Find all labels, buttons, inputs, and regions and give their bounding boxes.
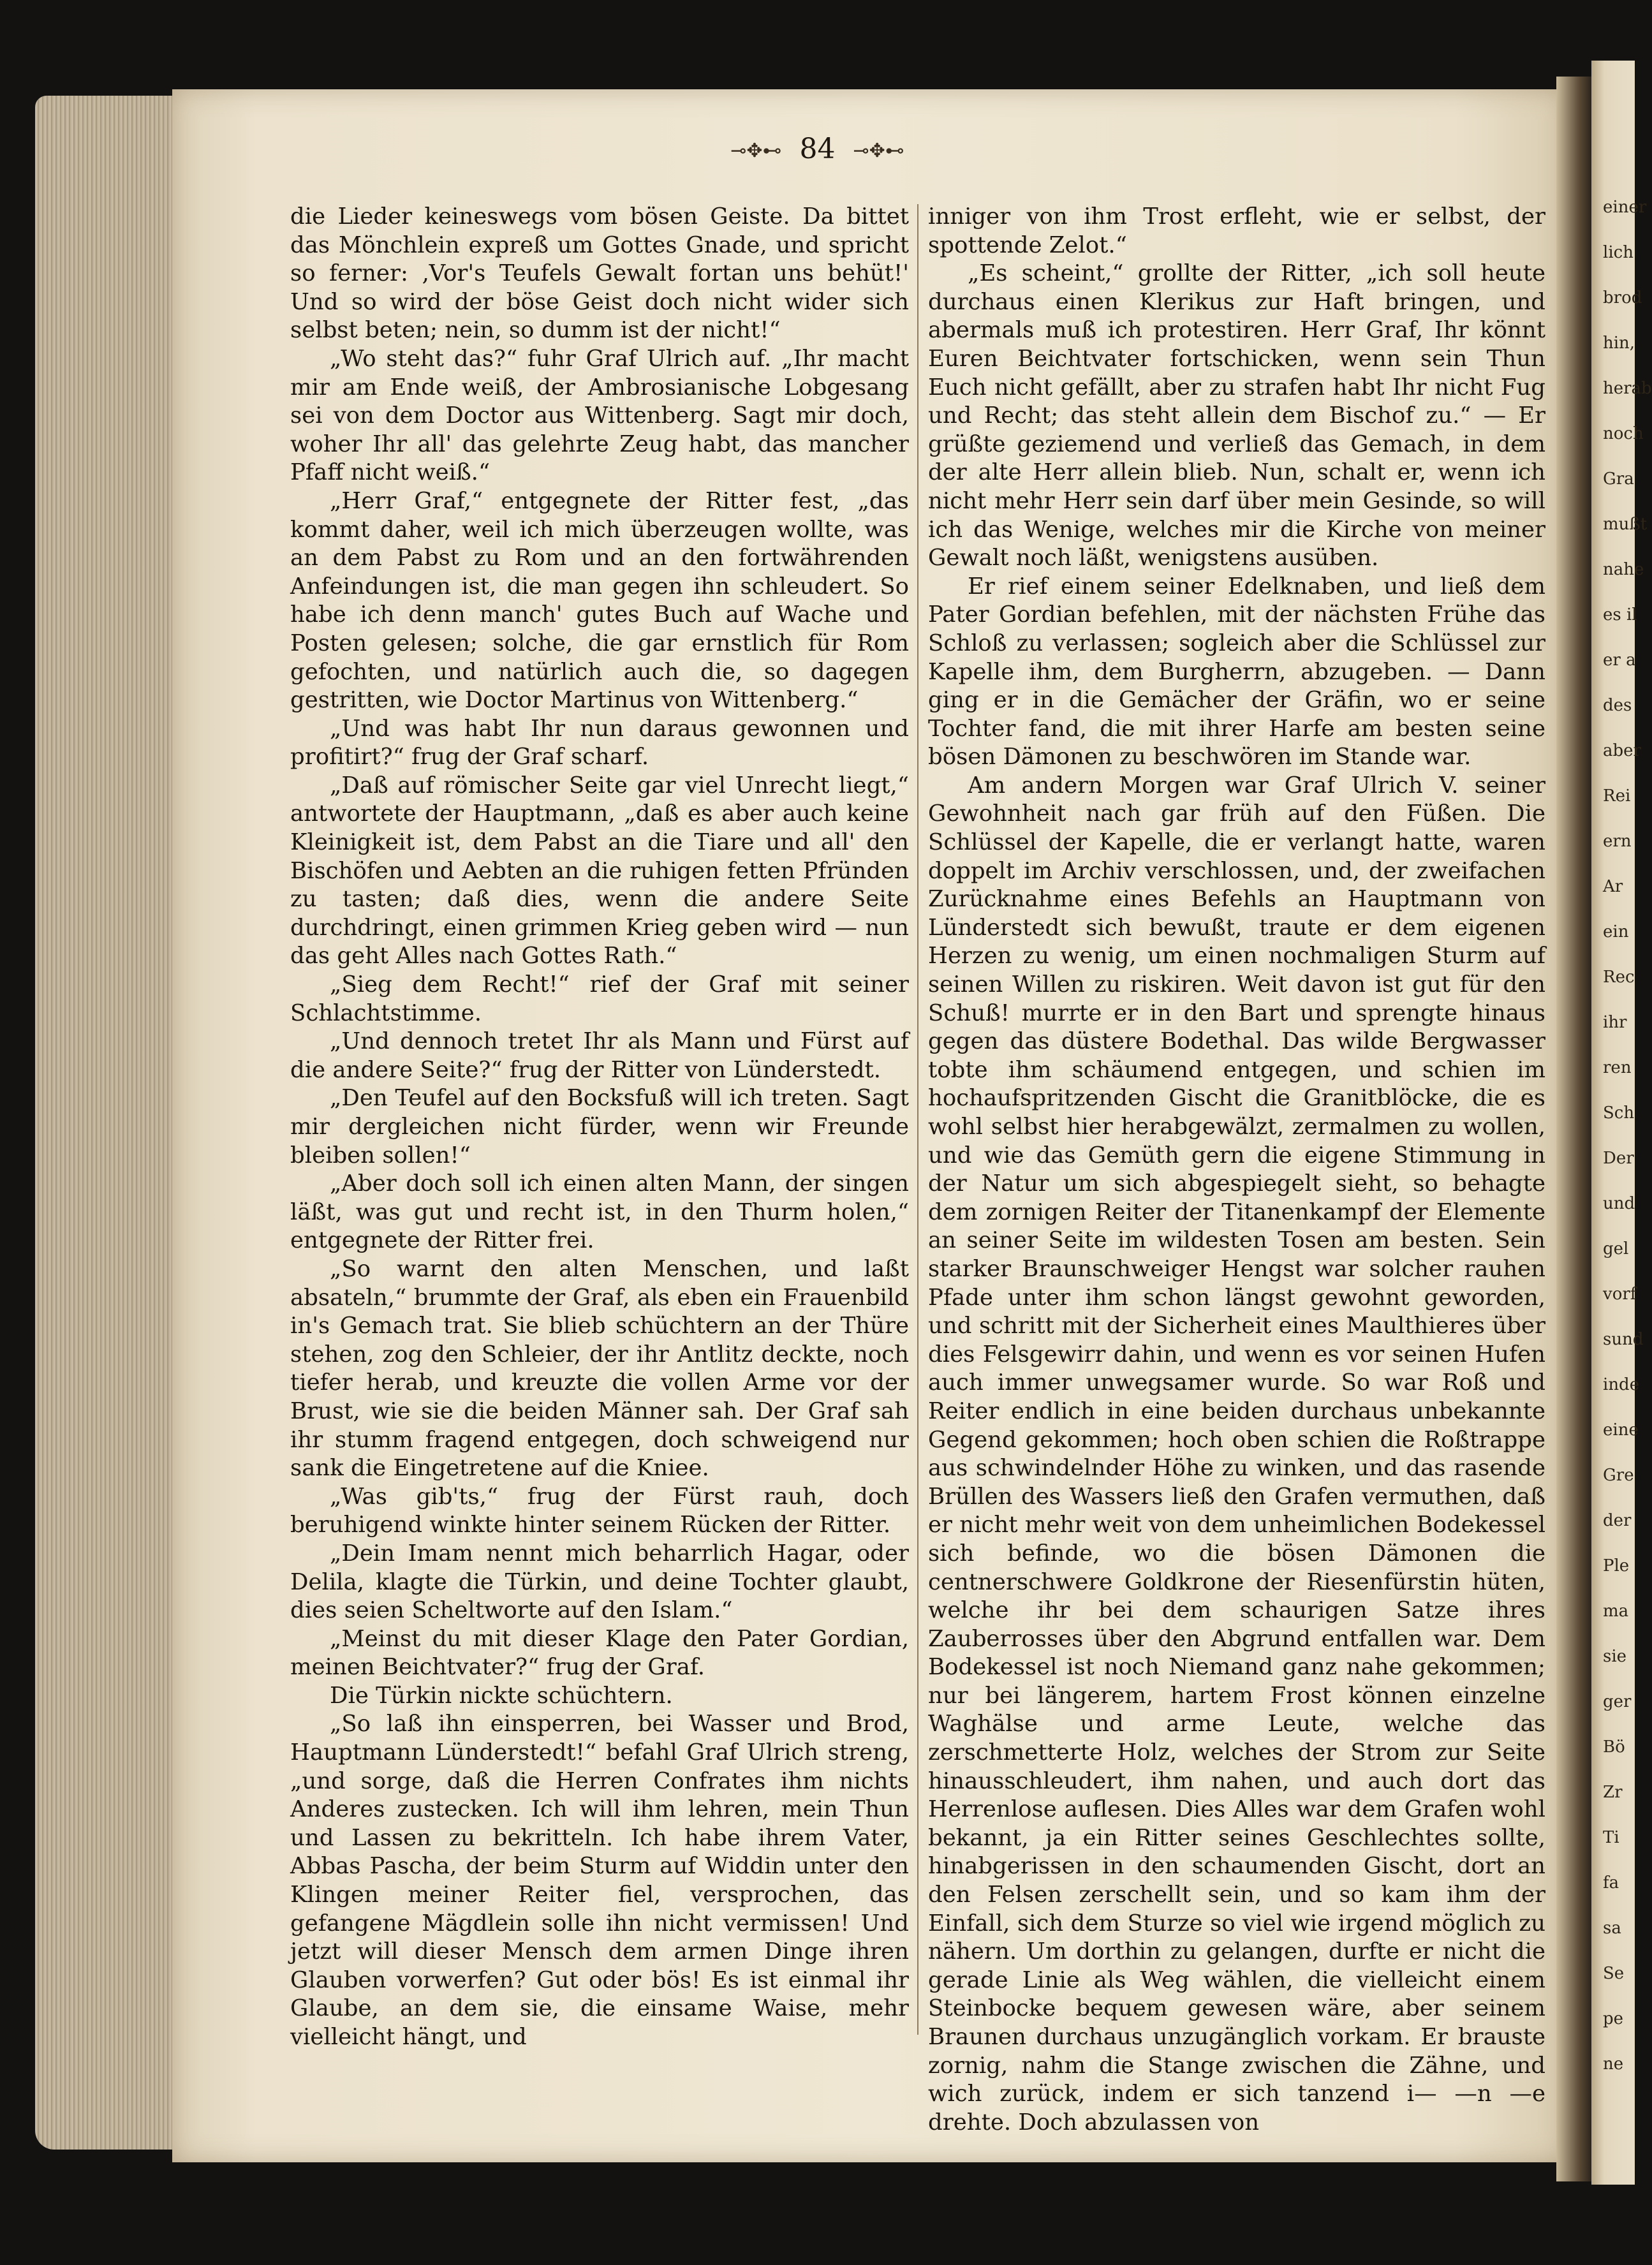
next-page-fragment: ne bbox=[1603, 2055, 1624, 2074]
paragraph: „So warnt den alten Menschen, und laßt absateln,“ brummte der Graf, als eben ein Frauenbild in's Gemach trat. Sie blieb schüchtern an der Thüre stehen, zog den Schleier, der ihr Antlitz deckte, noch tiefer herab, und kreuzte die vollen Arme vor der Brust, wie sie die beiden Männer sah. Der Graf sah ihr stumm fragend entgegen, doch schweigend nur sank die Eingetretene auf die Kniee. bbox=[290, 1255, 909, 1482]
paragraph: „Den Teufel auf den Bocksfuß will ich treten. Sagt mir dergleichen nicht fürder, wenn wir Freunde bleiben sollen!“ bbox=[290, 1085, 909, 1169]
next-page-fragment: aber bbox=[1603, 741, 1641, 760]
next-page-fragment: Ple bbox=[1603, 1556, 1630, 1575]
column-divider bbox=[917, 204, 918, 2035]
next-page-margin bbox=[1591, 61, 1652, 2185]
next-page-fragment: herab bbox=[1603, 379, 1652, 398]
next-page-fragment: hin, bbox=[1603, 334, 1635, 353]
next-page-fragment: Bö bbox=[1603, 1737, 1625, 1757]
next-page-fragment: Sch bbox=[1603, 1103, 1635, 1123]
next-page-fragment: ma bbox=[1603, 1602, 1629, 1621]
paragraph: „Und was habt Ihr nun daraus gewonnen und profitirt?“ frug der Graf scharf. bbox=[290, 715, 909, 771]
paragraph: die Lieder keineswegs vom bösen Geiste. Da bittet das Mönchlein expreß um Gottes Gnade, und spricht so ferner: ‚Vor's Teufels Gewalt fortan uns behüt!' Und so wird der böse Geist doch nicht wider sich selbst beten; nein, so dumm ist der nicht!“ bbox=[290, 203, 909, 344]
next-page-fragment: ein bbox=[1603, 922, 1629, 941]
paragraph: „Dein Imam nennt mich beharrlich Hagar, oder Delila, klagte die Türkin, und deine Tochter glaubt, dies seien Scheltworte auf den Islam.“ bbox=[290, 1540, 909, 1624]
paragraph: „Aber doch soll ich einen alten Mann, der singen läßt, was gut und recht ist, in den Thurm holen,“ entgegnete der Ritter frei. bbox=[290, 1170, 909, 1254]
next-page-fragment: brod bbox=[1603, 288, 1642, 307]
next-page-fragment: vorf bbox=[1603, 1285, 1637, 1304]
next-page-fragment: eine bbox=[1603, 1420, 1639, 1440]
next-page-fragment: Rei bbox=[1603, 786, 1631, 806]
paragraph: „Es scheint,“ grollte der Ritter, „ich soll heute durchaus einen Klerikus zur Haft bringen, und abermals muß ich protestiren. Herr Graf, Ihr könnt Euren Beichtvater fortschicken, wenn sein Thun Euch nicht gefällt, aber zu strafen habt Ihr nicht Fug und Recht; das steht allein dem Bischof zu.“ — Er grüßte geziemend und verließ das Gemach, in dem der alte Herr allein blieb. Nun, schalt er, wenn ich nicht mehr Herr sein darf über mein Gesinde, so will ich das Wenige, welches mir die Kirche von meiner Gewalt noch läßt, wenigstens ausüben. bbox=[928, 260, 1545, 572]
paragraph: „Daß auf römischer Seite gar viel Unrecht liegt,“ antwortete der Hauptmann, „daß es aber auch keine Kleinigkeit ist, dem Pabst an die Tiare und all' den Bischöfen und Aebten an die ruhigen fetten Pfründen zu tasten; daß dies, wenn die andere Seite durchdringt, einen grimmen Krieg geben wird — nun das geht Alles nach Gottes Rath.“ bbox=[290, 772, 909, 970]
paragraph: „Meinst du mit dieser Klage den Pater Gordian, meinen Beichtvater?“ frug der Graf. bbox=[290, 1625, 909, 1681]
next-page-fragment: fa bbox=[1603, 1873, 1619, 1892]
next-page-fragment: Gre bbox=[1603, 1466, 1634, 1485]
paragraph: Er rief einem seiner Edelknaben, und ließ dem Pater Gordian befehlen, mit der nächsten Frühe das Schloß zu verlassen; sogleich aber die Schlüssel zur Kapelle ihm, dem Burgherrn, abzugeben. — Dann ging er in die Gemächer der Gräfin, wo er seine Tochter fand, die mit ihrer Harfe am besten seine bösen Dämonen zu beschwören im Stande war. bbox=[928, 573, 1545, 771]
next-page-fragment: Der bbox=[1603, 1149, 1634, 1168]
next-page-fragment: ern bbox=[1603, 832, 1632, 851]
next-page-fragment: Zr bbox=[1603, 1783, 1623, 1802]
next-page-fragment: ger bbox=[1603, 1692, 1632, 1711]
right-text-column bbox=[928, 203, 1545, 2137]
page-header bbox=[0, 133, 1635, 165]
next-page-fragment: Gra bbox=[1603, 469, 1634, 489]
next-page-fragment: mußt bbox=[1603, 515, 1648, 534]
next-page-fragment: noch bbox=[1603, 424, 1644, 443]
left-text-column bbox=[290, 203, 909, 2052]
next-page-fragment: sund bbox=[1603, 1330, 1644, 1349]
next-page-fragment: sa bbox=[1603, 1919, 1621, 1938]
paragraph: Am andern Morgen war Graf Ulrich V. seiner Gewohnheit nach gar früh auf den Füßen. Die Schlüssel der Kapelle, die er verlangt hatte, waren doppelt im Archiv verschlossen, und, der zweifachen Zurücknahme eines Befehls an Hauptmann von Lünderstedt sich bewußt, traute er dem eigenen Herzen zu wenig, um einen nochmaligen Sturm auf seinen Willen zu riskiren. Weit davon ist gut für den Schuß! murrte er in den Bart und sprengte hinaus gegen das düstere Bodethal. Das wilde Bergwasser tobte ihm schäumend entgegen, und schien im hochaufspritzenden Gischt die Granitblöcke, die es wohl selbst hier herabgewälzt, zermalmen zu wollen, und wie das Gemüth gern die eigene Stimmung in der Natur um sich abgespiegelt sieht, so behagte dem zornigen Reiter der Titanenkampf der Elemente an seiner Seite im wildesten Tosen am besten. Sein starker Braunschweiger Hengst war solcher rauhen Pfade unter ihm schon längst gewohnt geworden, und schritt mit der Sicherheit eines Maulthieres über dies Felsgewirr dahin, und wenn es vor seinen Hufen auch immer unwegsamer wurde. So war Roß und Reiter endlich in eine beiden durchaus unbekannte Gegend gekommen; hoch oben schien die Roßtrappe aus schwindelnder Höhe zu winken, und das rasende Brüllen des Wassers ließ den Grafen vermuthen, daß er nicht mehr weit von dem unheimlichen Bodekessel sich befinde, wo die bösen Dämonen die centnerschwere Goldkrone der Riesenfürstin hüten, welche ihr bei dem schaurigen Satze ihres Zauberrosses über den Abgrund entfallen war. Dem Bodekessel ist noch Niemand ganz nahe gekommen; nur bei längerem, hartem Frost können einzelne Waghälse und arme Leute, welche das zerschmetterte Holz, welches der Strom zur Seite hinausschleudert, ihm nahen, und auch dort das Herrenlose auflesen. Dies Alles war dem Grafen wohl bekannt, ja ein Ritter seines Geschlechtes sollte, hinabgerissen in den schaumenden Gischt, dort an den Felsen zerschellt sein, und so kam ihm der Einfall, sich dem Sturze so viel wie irgend möglich zu nähern. Um dorthin zu gelangen, durfte er nicht die gerade Linie als Weg wählen, die vielleicht einem Steinbocke bequem gewesen wäre, aber seinem Braunen durchaus unzugänglich vorkam. Er brauste zornig, nahm die Stange zwischen die Zähne, und wich zurück, indem er sich tanzend i— —n —e drehte. Doch abzulassen von bbox=[928, 772, 1545, 2136]
next-page-fragment: Se bbox=[1603, 1964, 1625, 1983]
paragraph: „Was gib'ts,“ frug der Fürst rauh, doch beruhigend winkte hinter seinem Rücken der Ritter. bbox=[290, 1483, 909, 1538]
next-page-fragment: einer bbox=[1603, 198, 1647, 217]
next-page-fragment: nahe bbox=[1603, 560, 1644, 579]
paragraph: Die Türkin nickte schüchtern. bbox=[330, 1682, 673, 1709]
paragraph: inniger von ihm Trost erfleht, wie er selbst, der spottende Zelot.“ bbox=[928, 203, 1545, 258]
next-page-fragment: ihr bbox=[1603, 1013, 1627, 1032]
book-page-edges bbox=[35, 96, 175, 2150]
paragraph: „Wo steht das?“ fuhr Graf Ulrich auf. „Ihr macht mir am Ende weiß, der Ambrosianische Lobgesang sei von dem Doctor aus Wittenberg. Sagt mir doch, woher Ihr all' das gelehrte Zeug habt, das mancher Pfaff nicht weiß.“ bbox=[290, 345, 909, 486]
next-page-fragment: und bbox=[1603, 1194, 1635, 1213]
paragraph: „Sieg dem Recht!“ rief der Graf mit seiner Schlachtstimme. bbox=[290, 971, 909, 1026]
next-page-fragment: pe bbox=[1603, 2009, 1624, 2028]
next-page-fragment: inde bbox=[1603, 1375, 1640, 1394]
paragraph: „Und dennoch tretet Ihr als Mann und Fürst auf die andere Seite?“ frug der Ritter von Lünderstedt. bbox=[290, 1028, 909, 1083]
next-page-fragment: Rec bbox=[1603, 968, 1635, 987]
next-page-fragment: es il bbox=[1603, 605, 1637, 624]
paragraph: „Herr Graf,“ entgegnete der Ritter fest, „das kommt daher, weil ich mich überzeugen wollte, was an dem Pabst zu Rom und an den fortwährenden Anfeindungen ist, die man gegen ihn schleudert. So habe ich denn manch' gutes Buch auf Wache und Posten gelesen; solche, die gar ernstlich für Rom gefochten, und natürlich auch die, so dagegen gestritten, wie Doctor Martinus von Wittenberg.“ bbox=[290, 487, 909, 714]
binding-gutter bbox=[1556, 77, 1595, 2181]
page-number: 84 bbox=[799, 133, 836, 165]
next-page-fragment: der bbox=[1603, 1511, 1632, 1530]
right-ornament: ⊸✥⊷ bbox=[853, 140, 904, 162]
next-page-fragment: er a bbox=[1603, 651, 1636, 670]
next-page-fragment: Ti bbox=[1603, 1828, 1619, 1847]
next-page-fragment: sie bbox=[1603, 1647, 1627, 1666]
paragraph: „So laß ihn einsperren, bei Wasser und Brod, Hauptmann Lünderstedt!“ befahl Graf Ulrich streng, „und sorge, daß die Herren Confrates ihm nichts Anderes zustecken. Ich will ihm lehren, mein Thun und Lassen zu bekritteln. Ich habe ihrem Vater, Abbas Pascha, der beim Sturm auf Widdin unter den Klingen meiner Reiter fiel, versprochen, das gefangene Mägdlein solle ihn nicht vermissen! Und jetzt will dieser Mensch dem armen Dinge ihren Glauben vorwerfen? Gut oder bös! Es ist einmal ihr Glaube, an dem sie, die einsame Waise, mehr vielleicht hängt, und bbox=[290, 1711, 909, 2050]
next-page-fragment: des bbox=[1603, 696, 1632, 715]
left-ornament: ⊸✥⊷ bbox=[730, 140, 782, 162]
next-page-fragment: gel bbox=[1603, 1239, 1629, 1258]
next-page-fragment: lich bbox=[1603, 243, 1634, 262]
next-page-fragment: Ar bbox=[1603, 877, 1623, 896]
next-page-fragment: ren bbox=[1603, 1058, 1632, 1077]
